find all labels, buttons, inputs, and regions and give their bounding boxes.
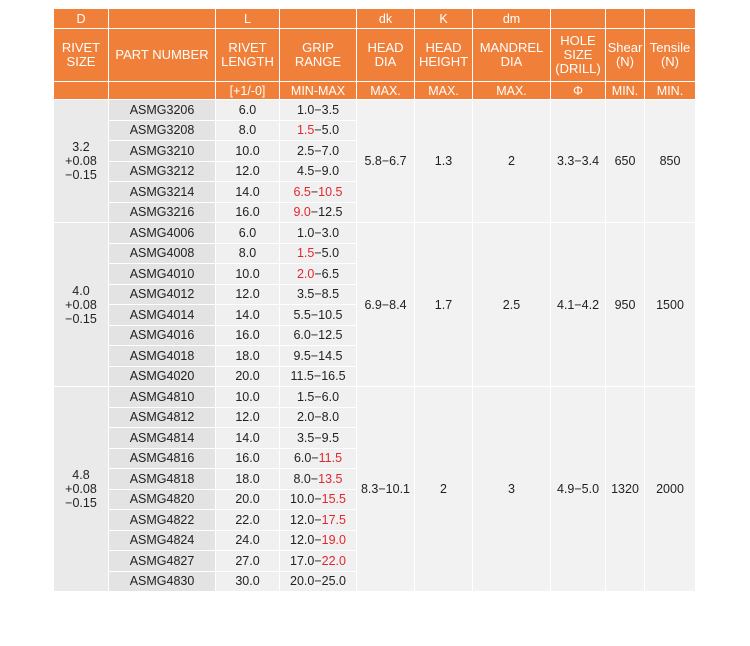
grip-max-value: 3.0 [321,225,340,240]
grip-min-value: 1.0 [296,102,315,117]
col-code-hole-size [551,9,606,29]
grip-range-separator: − [310,307,319,322]
col-code-rivet-length: L [216,9,280,29]
shear-cell: 1320 [606,387,645,592]
part-number-cell: ASMG4016 [109,325,216,346]
rivet-length-cell: 10.0 [216,387,280,408]
rivet-length-cell: 10.0 [216,141,280,162]
rivet-size-cell [54,387,109,592]
grip-min-value: 1.5 [296,123,315,138]
rivet-length-cell: 12.0 [216,407,280,428]
grip-max-value: 6.5 [321,266,340,281]
grip-max-value: 9.0 [321,164,340,179]
table-row [54,387,696,408]
col-unit-grip-range: MIN-MAX [280,82,357,100]
tensile-cell: 850 [645,100,696,223]
col-unit-hole-size: Φ [551,82,606,100]
grip-max-value: 17.5 [321,512,346,527]
rivet-size-line: +0.08 [65,297,97,312]
col-title-grip-range: GRIP RANGE [280,29,357,82]
rivet-length-cell: 10.0 [216,264,280,285]
col-unit-rivet-size [54,82,109,100]
grip-range-cell [280,489,357,510]
grip-max-value: 5.0 [321,123,340,138]
rivet-length-cell: 18.0 [216,346,280,367]
rivet-size-cell [54,223,109,387]
grip-range-separator: − [314,430,322,445]
grip-min-value: 3.5 [296,287,315,302]
grip-min-value: 2.5 [296,143,315,158]
shear-cell: 650 [606,100,645,223]
grip-range-separator: − [314,225,322,240]
part-number-cell: ASMG4812 [109,407,216,428]
grip-range-separator: − [314,102,322,117]
part-number-cell: ASMG4822 [109,510,216,531]
grip-range-cell [280,510,357,531]
rivet-length-cell: 27.0 [216,551,280,572]
rivet-length-cell: 12.0 [216,284,280,305]
grip-max-value: 7.0 [321,143,340,158]
grip-max-value: 25.0 [321,574,346,589]
part-number-cell: ASMG4008 [109,243,216,264]
grip-range-separator: − [314,246,322,261]
grip-max-value: 13.5 [318,471,343,486]
part-number-cell: ASMG4020 [109,366,216,387]
grip-range-separator: − [313,369,322,384]
grip-range-cell [280,161,357,182]
grip-range-cell [280,141,357,162]
grip-min-value: 6.0 [293,451,312,466]
grip-min-value: 9.5 [293,348,311,363]
col-title-part-number: PART NUMBER [109,29,216,82]
grip-range-separator: − [311,451,319,466]
hole-size-cell: 3.3−3.4 [551,100,606,223]
tensile-cell: 2000 [645,387,696,592]
col-title-head-height: HEAD HEIGHT [415,29,473,82]
head-dia-cell: 8.3−10.1 [357,387,415,592]
grip-range-separator: − [314,164,322,179]
part-number-cell: ASMG3216 [109,202,216,223]
grip-range-cell [280,387,357,408]
rivet-size-line: 3.2 [72,140,90,154]
col-code-grip-range [280,9,357,29]
grip-range-cell [280,366,357,387]
hole-size-cell: 4.9−5.0 [551,387,606,592]
head-height-cell: 2 [415,387,473,592]
rivet-size-line: +0.08 [65,154,97,168]
col-unit-head-dia: MAX. [357,82,415,100]
grip-range-cell [280,182,357,203]
grip-max-value: 9.5 [321,430,340,445]
grip-range-cell [280,551,357,572]
rivet-length-cell: 8.0 [216,243,280,264]
rivet-size-line: 4.8 [72,468,90,482]
col-unit-rivet-length: [+1/-0] [216,82,280,100]
grip-min-value: 4.5 [296,164,315,179]
rivet-length-cell: 6.0 [216,100,280,121]
grip-min-value: 6.5 [293,184,311,199]
rivet-size-line: −0.15 [65,496,97,510]
col-unit-part-number [109,82,216,100]
grip-range-separator: − [310,348,319,363]
grip-range-separator: − [310,328,319,343]
mandrel-dia-cell: 2.5 [473,223,551,387]
grip-range-cell [280,264,357,285]
grip-max-value: 3.5 [321,102,340,117]
rivet-length-cell: 14.0 [216,428,280,449]
col-title-rivet-length: RIVET LENGTH [216,29,280,82]
shear-cell: 950 [606,223,645,387]
col-unit-shear: MIN. [606,82,645,100]
part-number-cell: ASMG4827 [109,551,216,572]
part-number-cell: ASMG4012 [109,284,216,305]
col-title-mandrel-dia: MANDREL DIA [473,29,551,82]
head-dia-cell: 6.9−8.4 [357,223,415,387]
rivet-spec-table [53,8,696,592]
part-number-cell: ASMG3208 [109,120,216,141]
grip-min-value: 2.0 [296,266,315,281]
grip-max-value: 10.5 [318,307,343,322]
grip-min-value: 2.0 [296,410,315,425]
head-height-cell: 1.7 [415,223,473,387]
grip-max-value: 12.5 [318,205,343,220]
grip-range-separator: − [314,123,322,138]
col-unit-head-height: MAX. [415,82,473,100]
grip-range-separator: − [314,492,322,507]
rivet-length-cell: 20.0 [216,489,280,510]
grip-range-separator: − [314,389,322,404]
rivet-size-line: −0.15 [65,311,97,326]
grip-range-cell [280,120,357,141]
grip-range-cell [280,346,357,367]
part-number-cell: ASMG4014 [109,305,216,326]
grip-max-value: 10.5 [318,184,343,199]
grip-range-separator: − [314,287,322,302]
grip-max-value: 8.0 [321,410,340,425]
grip-range-separator: − [314,266,322,281]
grip-range-separator: − [310,471,319,486]
part-number-cell: ASMG3210 [109,141,216,162]
rivet-size-line: +0.08 [65,482,97,496]
col-title-tensile: Tensile (N) [645,29,696,82]
rivet-length-cell: 20.0 [216,366,280,387]
part-number-cell: ASMG4018 [109,346,216,367]
grip-max-value: 12.5 [318,328,343,343]
rivet-length-cell: 16.0 [216,448,280,469]
part-number-cell: ASMG4824 [109,530,216,551]
col-code-rivet-size: D [54,9,109,29]
grip-min-value: 1.0 [296,225,315,240]
grip-range-cell [280,284,357,305]
grip-range-cell [280,325,357,346]
grip-min-value: 20.0 [290,574,315,589]
rivet-length-cell: 18.0 [216,469,280,490]
grip-min-value: 6.0 [293,328,311,343]
grip-range-separator: − [314,533,322,548]
col-code-part-number [109,9,216,29]
col-title-rivet-size: RIVET SIZE [54,29,109,82]
grip-max-value: 15.5 [321,492,346,507]
grip-range-separator: − [314,143,322,158]
grip-min-value: 5.5 [293,307,311,322]
col-code-shear [606,9,645,29]
rivet-size-cell [54,100,109,223]
header-code-row [54,9,696,29]
mandrel-dia-cell: 2 [473,100,551,223]
grip-min-value: 17.0 [290,553,315,568]
grip-max-value: 14.5 [318,348,343,363]
part-number-cell: ASMG4810 [109,387,216,408]
part-number-cell: ASMG3214 [109,182,216,203]
rivet-length-cell: 12.0 [216,161,280,182]
grip-max-value: 8.5 [321,287,340,302]
grip-range-cell [280,448,357,469]
grip-min-value: 1.5 [296,389,315,404]
tensile-cell: 1500 [645,223,696,387]
rivet-length-cell: 24.0 [216,530,280,551]
col-code-head-dia: dk [357,9,415,29]
rivet-length-cell: 8.0 [216,120,280,141]
part-number-cell: ASMG3206 [109,100,216,121]
head-height-cell: 1.3 [415,100,473,223]
grip-range-separator: − [310,205,319,220]
col-code-head-height: K [415,9,473,29]
grip-min-value: 9.0 [293,205,311,220]
grip-range-separator: − [314,512,322,527]
grip-range-cell [280,305,357,326]
col-unit-tensile: MIN. [645,82,696,100]
grip-range-separator: − [314,574,322,589]
grip-range-cell [280,530,357,551]
grip-range-cell [280,407,357,428]
part-number-cell: ASMG4818 [109,469,216,490]
col-title-head-dia: HEAD DIA [357,29,415,82]
grip-max-value: 5.0 [321,246,340,261]
part-number-cell: ASMG4006 [109,223,216,244]
rivet-length-cell: 14.0 [216,182,280,203]
rivet-length-cell: 16.0 [216,325,280,346]
table-row [54,223,696,244]
head-dia-cell: 5.8−6.7 [357,100,415,223]
part-number-cell: ASMG4010 [109,264,216,285]
mandrel-dia-cell: 3 [473,387,551,592]
header-unit-row [54,82,696,100]
part-number-cell: ASMG4830 [109,571,216,592]
part-number-cell: ASMG3212 [109,161,216,182]
rivet-length-cell: 30.0 [216,571,280,592]
grip-max-value: 22.0 [321,553,346,568]
grip-range-separator: − [310,184,319,199]
col-unit-mandrel-dia: MAX. [473,82,551,100]
part-number-cell: ASMG4820 [109,489,216,510]
grip-range-cell [280,243,357,264]
rivet-length-cell: 16.0 [216,202,280,223]
grip-range-cell [280,428,357,449]
grip-min-value: 1.5 [296,246,315,261]
grip-range-separator: − [314,410,322,425]
grip-min-value: 12.0 [290,533,315,548]
col-code-mandrel-dia: dm [473,9,551,29]
table-row [54,100,696,121]
hole-size-cell: 4.1−4.2 [551,223,606,387]
header-title-row [54,29,696,82]
grip-max-value: 19.0 [321,533,346,548]
grip-max-value: 16.5 [321,369,346,384]
part-number-cell: ASMG4814 [109,428,216,449]
grip-max-value: 6.0 [321,389,340,404]
col-title-shear: Shear (N) [606,29,645,82]
rivet-length-cell: 14.0 [216,305,280,326]
rivet-length-cell: 6.0 [216,223,280,244]
grip-range-cell [280,202,357,223]
grip-range-separator: − [314,553,322,568]
rivet-size-line: 4.0 [72,283,90,298]
grip-min-value: 10.0 [290,492,315,507]
part-number-cell: ASMG4816 [109,448,216,469]
grip-range-cell [280,223,357,244]
col-code-tensile [645,9,696,29]
grip-min-value: 12.0 [290,512,315,527]
grip-max-value: 11.5 [318,451,343,466]
col-title-hole-size: HOLE SIZE (DRILL) [551,29,606,82]
grip-range-cell [280,100,357,121]
rivet-length-cell: 22.0 [216,510,280,531]
grip-min-value: 11.5 [290,369,314,384]
grip-min-value: 3.5 [296,430,315,445]
grip-range-cell [280,469,357,490]
grip-range-cell [280,571,357,592]
grip-min-value: 8.0 [293,471,311,486]
rivet-size-line: −0.15 [65,168,97,182]
